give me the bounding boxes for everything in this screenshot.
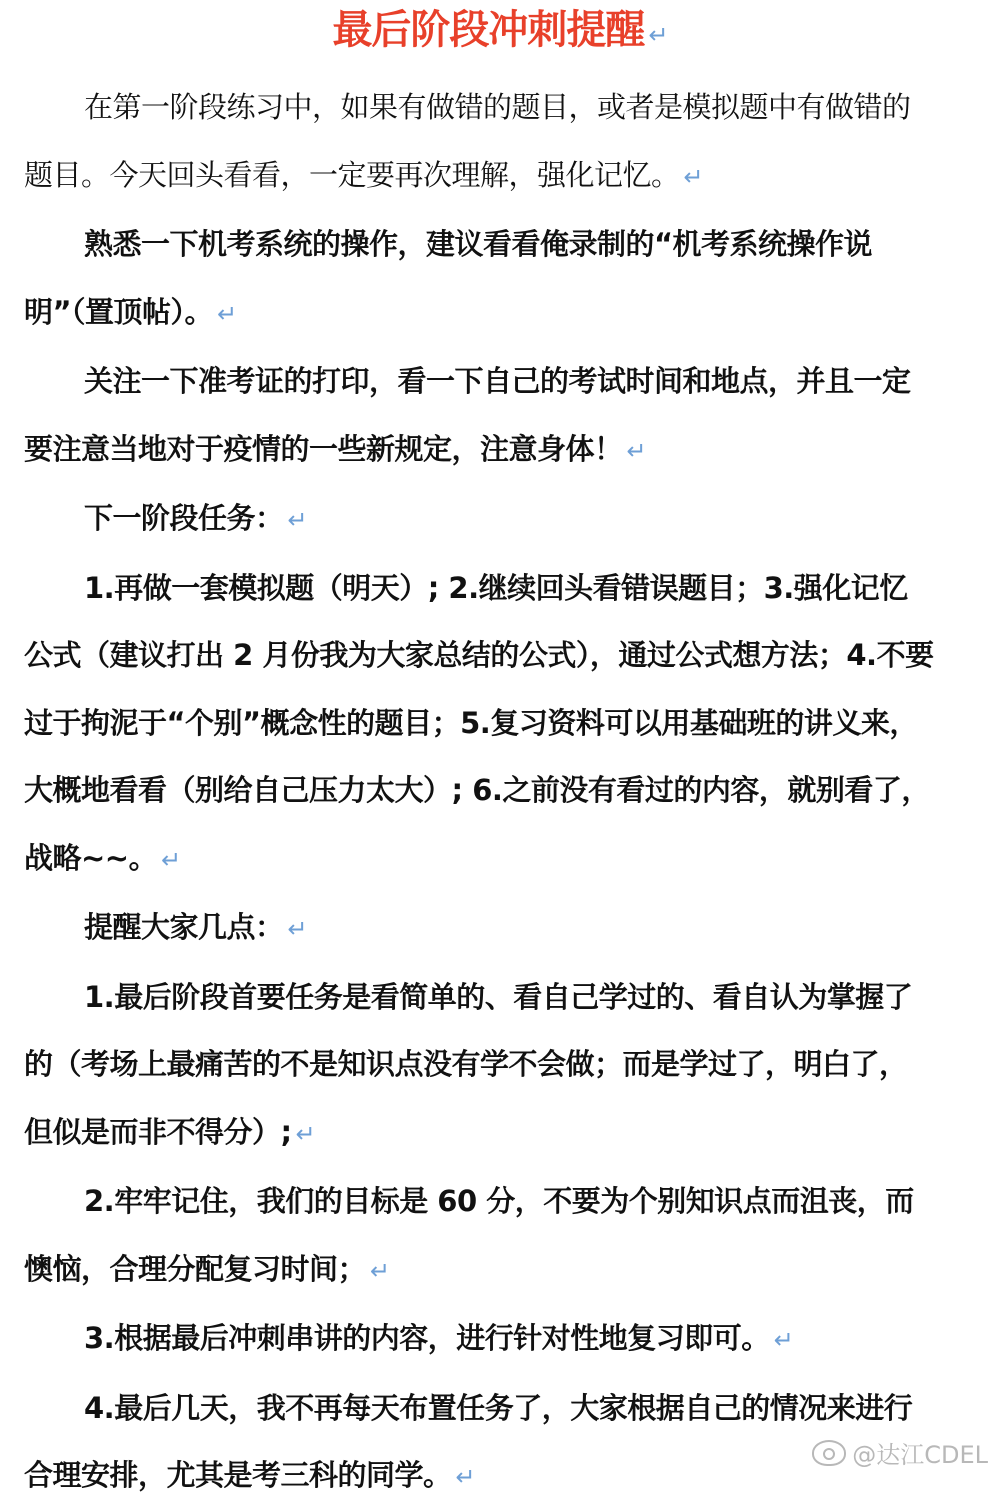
paragraph-8: [24, 1168, 934, 1305]
paragraph-text: 在第一阶段练习中，如果有做错的题目，或者是模拟题中有做错的题目。今天回头看看，一定要再次理解，强化记忆。: [24, 90, 911, 192]
paragraph-mark-icon: ↵: [161, 845, 181, 874]
document-title: [0, 6, 1000, 59]
paragraph-text: 提醒大家几点：: [84, 910, 284, 944]
paragraph-text: 熟悉一下机考系统的操作，建议看看俺录制的“机考系统操作说明”（置顶帖）。: [24, 227, 873, 329]
document-body: [24, 74, 934, 1512]
paragraph-text: 下一阶段任务：: [84, 501, 284, 535]
paragraph-6-heading: [24, 894, 934, 964]
paragraph-mark-icon: ↵: [683, 162, 704, 191]
paragraph-text: 3.根据最后冲刺串讲的内容，进行针对性地复习即可。: [84, 1321, 770, 1355]
paragraph-4-heading: [24, 485, 934, 555]
paragraph-text: 关注一下准考证的打印，看一下自己的考试时间和地点，并且一定要注意当地对于疫情的一些新规定，注意身体！: [24, 364, 911, 466]
document-title-text: 最后阶段冲刺提醒: [332, 7, 645, 53]
paragraph-text: 2.牢牢记住，我们的目标是 60 分，不要为个别知识点而沮丧，而懊恼，合理分配复习时间；: [24, 1184, 914, 1286]
paragraph-text: 4.最后几天，我不再每天布置任务了，大家根据自己的情况来进行合理安排，尤其是考三科的同学。: [24, 1390, 913, 1492]
paragraph-mark-icon: ↵: [370, 1256, 390, 1285]
weibo-watermark: [812, 1435, 988, 1470]
paragraph-5: [24, 555, 934, 895]
paragraph-mark-icon: ↵: [217, 299, 237, 328]
paragraph-7: [24, 964, 934, 1169]
paragraph-10: [24, 1375, 934, 1512]
paragraph-2: [24, 211, 934, 348]
paragraph-mark-icon: ↵: [295, 1119, 316, 1148]
paragraph-mark-icon: ↵: [455, 1463, 476, 1491]
paragraph-text: 1.最后阶段首要任务是看简单的、看自己学过的、看自认为掌握了的（考场上最痛苦的不是知识点没有学不会做；而是学过了，明白了，但似是而非不得分）;: [24, 979, 913, 1149]
paragraph-mark-icon: ↵: [773, 1326, 794, 1354]
paragraph-mark-icon: ↵: [287, 915, 308, 943]
paragraph-mark-icon: ↵: [626, 436, 647, 465]
watermark-text: @达江CDEL: [852, 1441, 988, 1469]
paragraph-9: [24, 1305, 934, 1375]
paragraph-mark-icon: ↵: [287, 506, 308, 534]
weibo-icon: [812, 1440, 846, 1466]
paragraph-text: 1.再做一套模拟题（明天）; 2.继续回头看错误题目；3.强化记忆公式（建议打出 2 月份我为大家总结的公式），通过公式想方法；4.不要过于拘泥于“个别”概念性的题目；5.复习资料可以用基础班的讲义来，大概地看看（别给自己压力太大）; 6.之前没有看过的内容，就别看了，战略~~。: [24, 570, 934, 875]
paragraph-mark-icon: ↵: [648, 21, 668, 49]
paragraph-1: [24, 74, 934, 211]
paragraph-3: [24, 348, 934, 485]
